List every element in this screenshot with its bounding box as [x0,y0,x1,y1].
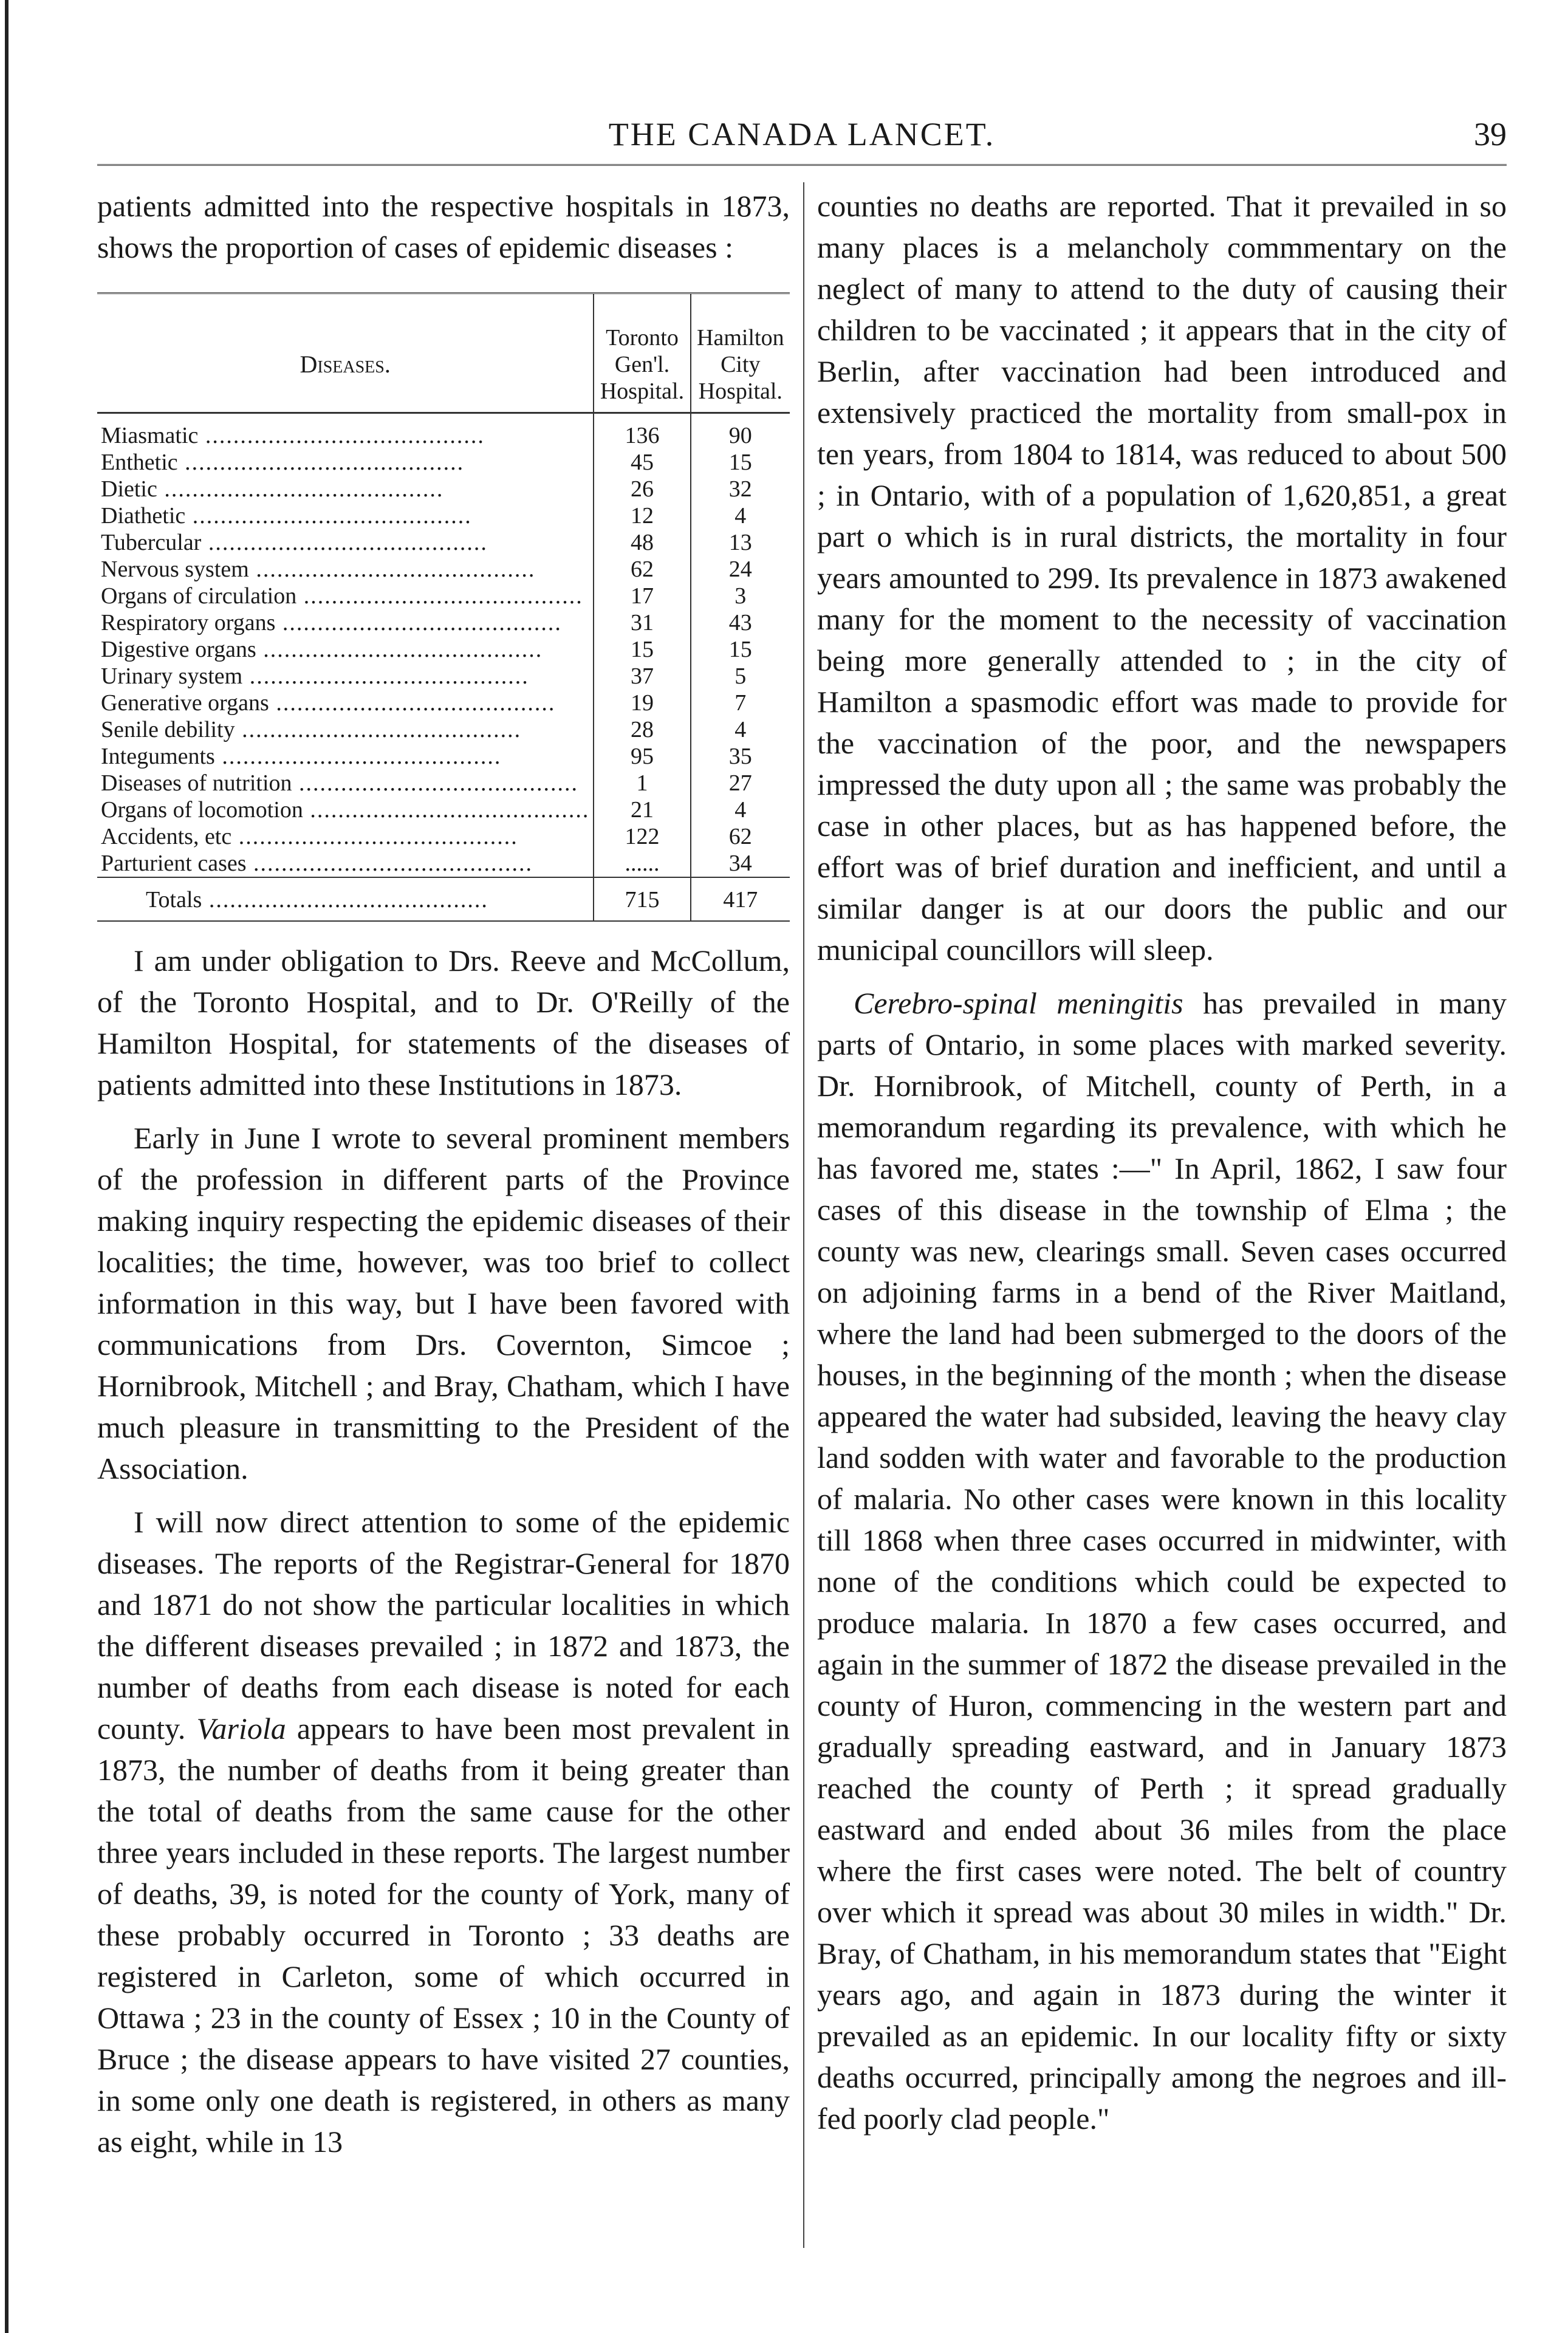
total-hamilton: 417 [691,877,790,921]
right-column [817,185,1507,2151]
header-toronto: Toronto Gen'l. Hospital. [594,293,690,413]
toronto-count: 122 [594,823,690,850]
toronto-count: 136 [594,413,690,450]
table-row [97,556,790,583]
paragraph-vaccination: counties no deaths are reported. That it prevailed in so many places is a melancholy commmentary on the neglect of many to attend to the duty of causing their children to be vaccinated ; it appears that in the city of Berlin, after vaccination had been introduced and extensively practiced the mortality from small-pox in ten years, from 1804 to 1814, was reduced to about 500 ; in Ontario, with of a population of 1,620,851, a great part o which is in rural districts, the mortality in four years amounted to 299. Its prevalence in 1873 awakened many for the moment to the necessity of vaccination being more generally attended to ; in the city of Hamilton a spasmodic effort was made to provide for the vaccination of the poor, and the newspapers impressed the duty upon all ; the same was probably the case in other places, but as has happened before, the effort was of brief duration and inefficient, and until a similar danger is at our doors the public and our municipal councillors will sleep. [817,189,1507,967]
hamilton-count: 3 [691,583,790,609]
toronto-count: 26 [594,476,690,502]
disease-name: Diseases of nutrition ..... [97,770,594,797]
table-row [97,502,790,529]
toronto-count: 62 [594,556,690,583]
toronto-count: 21 [594,797,690,823]
table-total-row [97,877,790,921]
table-row [97,449,790,476]
disease-name: Miasmatic ..... [97,413,594,450]
disease-name: Enthetic ..... [97,449,594,476]
table-row [97,413,790,450]
toronto-count: 37 [594,663,690,690]
disease-name: Parturient cases ..... [97,850,594,877]
table-row [97,663,790,690]
table-row [97,823,790,850]
header-diseases: Diseases. [97,293,594,413]
paragraph-epidemic-diseases [97,1501,790,2162]
paragraph-meningitis [817,982,1507,2139]
toronto-count: 31 [594,609,690,636]
disease-name: Organs of circulation ..... [97,583,594,609]
table-row [97,850,790,877]
disease-name: Nervous system ..... [97,556,594,583]
hamilton-count: 15 [691,449,790,476]
table-body [97,413,790,878]
column-divider [803,182,804,2248]
paragraph-text: has prevailed in many parts of Ontario, in some places with marked severity. Dr. Hornibrook, of Mitchell, county of Perth, in a memorandum regarding its prevalence, with which he has favored me, states :—" In April, 1862, I saw four cases of this disease in the township of Elma ; the county was new, clearings small. Seven cases occurred on adjoining farms in a bend of the River Maitland, where the land had been submerged to the doors of the houses, in the beginning of the month ; when the disease appeared the water had subsided, leaving the heavy clay land sodden with water and favorable to the production of malaria. No other cases were known in this locality till 1868 when three cases occurred in midwinter, with none of the conditions which could be expected to produce malaria. In 1870 a few cases occurred, and again in the summer of 1872 the disease prevailed in the county of Huron, commencing in the western part and gradually spreading eastward, and in January 1873 reached the county of Perth ; it spread gradually eastward and ended about 36 miles from the place where the first cases were noted. The belt of country over which it spread was about 30 miles in width." Dr. Bray, of Chatham, in his memorandum states that "Eight years ago, and again in 1873 during the winter it prevailed as an epidemic. In our locality fifty or sixty deaths occurred, principally among the negroes and ill-fed poorly clad people." [817,986,1507,2136]
hamilton-count: 43 [691,609,790,636]
hamilton-count: 13 [691,529,790,556]
total-label: Totals ..... [97,877,594,921]
header-hamilton: Hamilton City Hospital. [691,293,790,413]
hamilton-count: 4 [691,502,790,529]
table-intro-paragraph: patients admitted into the respective hospitals in 1873, shows the proportion of cases of epidemic diseases : [97,189,790,264]
table-row [97,770,790,797]
disease-name: Digestive organs ..... [97,636,594,663]
italic-term-meningitis: Cerebro-spinal meningitis [854,986,1183,1020]
table-row [97,476,790,502]
journal-title: THE CANADA LANCET. [608,116,996,152]
hamilton-count: 4 [691,716,790,743]
table-row [97,609,790,636]
toronto-count: 12 [594,502,690,529]
toronto-count: 95 [594,743,690,770]
hamilton-count: 15 [691,636,790,663]
disease-name: Dietic ..... [97,476,594,502]
diseases-table [97,292,790,922]
hamilton-count: 27 [691,770,790,797]
toronto-count: 19 [594,690,690,716]
left-column [97,185,790,2174]
toronto-count: 17 [594,583,690,609]
hamilton-count: 34 [691,850,790,877]
hamilton-count: 24 [691,556,790,583]
toronto-count: ...... [594,850,690,877]
total-toronto: 715 [594,877,690,921]
paragraph-acknowledgement: I am under obligation to Drs. Reeve and McCollum, of the Toronto Hospital, and to Dr. O'Reilly of the Hamilton Hospital, for statements of the diseases of patients admitted into these Institutions in 1873. [97,944,790,1101]
disease-name: Generative organs ..... [97,690,594,716]
hamilton-count: 35 [691,743,790,770]
disease-name: Organs of locomotion ..... [97,797,594,823]
hamilton-count: 90 [691,413,790,450]
hamilton-count: 32 [691,476,790,502]
hamilton-count: 62 [691,823,790,850]
disease-name: Tubercular ..... [97,529,594,556]
toronto-count: 1 [594,770,690,797]
toronto-count: 48 [594,529,690,556]
table-row [97,636,790,663]
table-header-row [97,293,790,413]
table-row [97,529,790,556]
toronto-count: 15 [594,636,690,663]
disease-name: Urinary system ..... [97,663,594,690]
paragraph-inquiry: Early in June I wrote to several prominent members of the profession in different parts of the Province making inquiry respecting the epidemic diseases of their localities; the time, however, was too brief to collect information in this way, but I have been favored with communications from Drs. Covernton, Simcoe ; Hornibrook, Mitchell ; and Bray, Chatham, which I have much pleasure in transmitting to the President of the Association. [97,1121,790,1485]
italic-term-variola: Variola [196,1711,286,1745]
table-row [97,797,790,823]
toronto-count: 45 [594,449,690,476]
table-row [97,743,790,770]
table-row [97,583,790,609]
disease-name: Accidents, etc ..... [97,823,594,850]
page-number: 39 [1474,116,1507,152]
paragraph-text: appears to have been most prevalent in 1873, the number of deaths from it being greater than the total of deaths from the same cause for the other three years included in these reports. The largest number of deaths, 39, is noted for the county of York, many of these probably occurred in Toronto ; 33 deaths are registered in Carleton, some of which occurred in Ottawa ; 23 in the county of Essex ; 10 in the County of Bruce ; the disease appears to have visited 27 counties, in some only one death is registered, in others as many as eight, while in 13 [97,1711,790,2159]
paragraph-text: I will now direct attention to some of the epidemic diseases. The reports of the Registrar-General for 1870 and 1871 do not show the particular localities in which the different diseases prevailed ; in 1872 and 1873, the number of deaths from each disease is noted for each county. [97,1505,790,1745]
table-row [97,690,790,716]
hamilton-count: 7 [691,690,790,716]
disease-name: Integuments ..... [97,743,594,770]
disease-name: Diathetic ..... [97,502,594,529]
disease-name: Respiratory organs ..... [97,609,594,636]
hamilton-count: 4 [691,797,790,823]
disease-name: Senile debility ..... [97,716,594,743]
running-header [97,115,1507,164]
binding-edge [5,0,9,2333]
toronto-count: 28 [594,716,690,743]
header-rule [97,164,1507,166]
table-row [97,716,790,743]
hamilton-count: 5 [691,663,790,690]
